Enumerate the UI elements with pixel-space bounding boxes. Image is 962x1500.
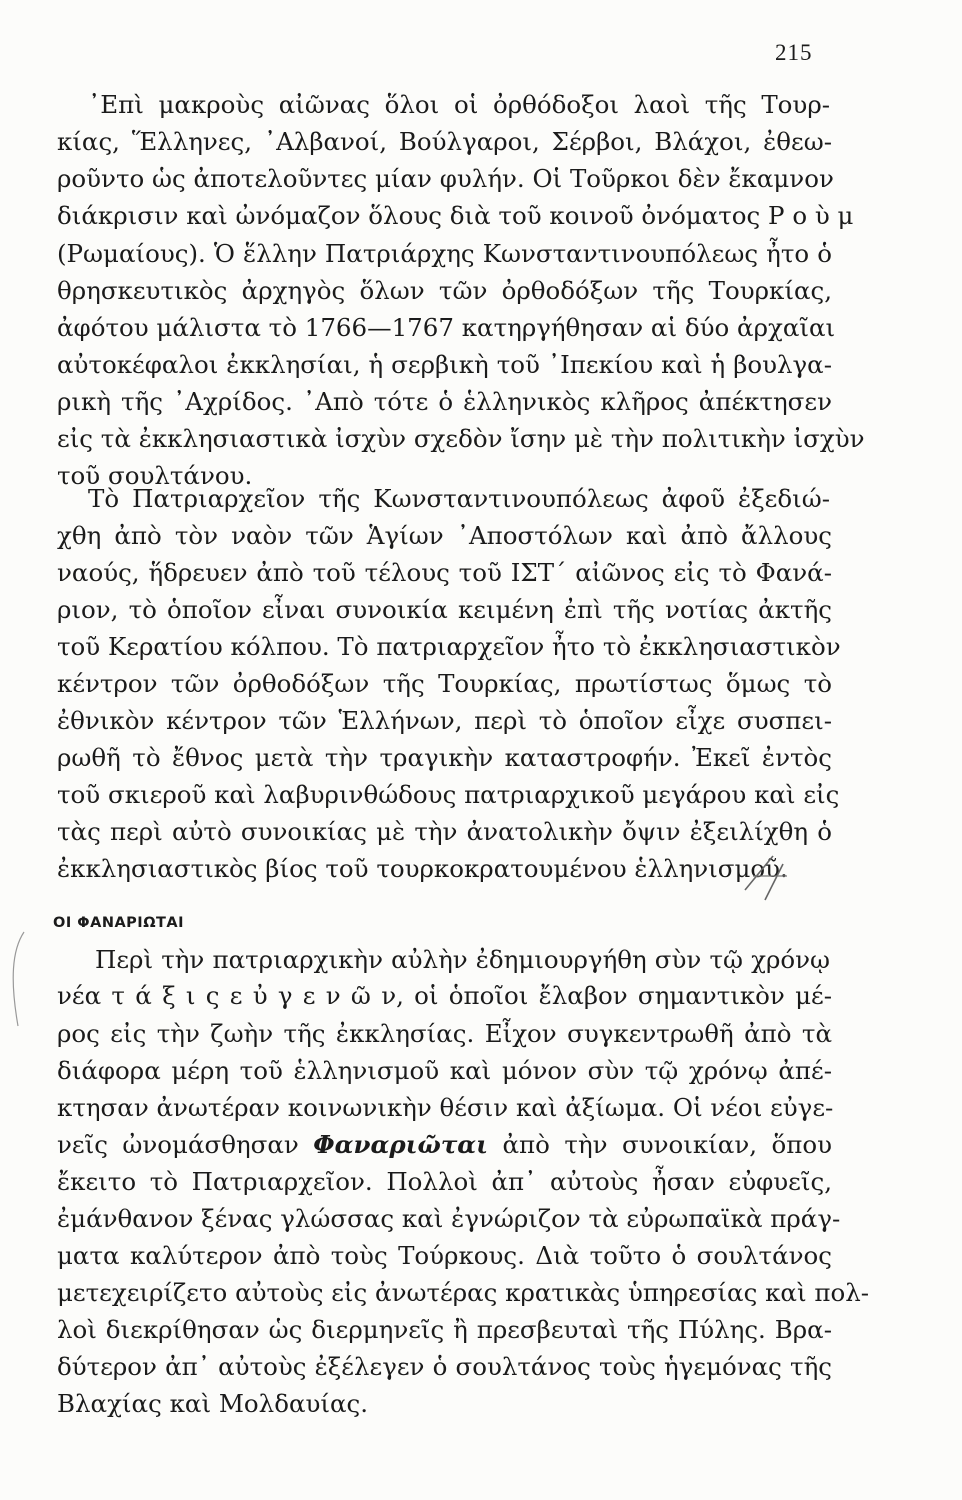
text-line: ἐμάνθανον ξένας γλώσσας καὶ ἐγνώριζον τὰ εὐρωπαϊκὰ πράγ- — [57, 1204, 841, 1233]
text-line: εἰς τὰ ἐκκλησιαστικὰ ἰσχὺν σχεδὸν ἴσην μὲ τὴν πολιτικὴν ἰσχὺν — [57, 424, 865, 453]
margin-pencil-mark — [6, 930, 36, 1030]
text-line: κίας, Ἕλληνες, ᾿Αλβανοί, Βούλγαροι, Σέρβοι, Βλάχοι, ἐθεω- — [57, 127, 832, 156]
text-line: κτησαν ἀνωτέραν κοινωνικὴν θέσιν καὶ ἀξίωμα. Οἱ νέοι εὐγε- — [57, 1093, 834, 1122]
handwritten-mark — [735, 850, 795, 905]
text-line: Περὶ τὴν πατριαρχικὴν αὐλὴν ἐδημιουργήθη σὺν τῷ χρόνῳ — [95, 945, 830, 974]
text-line: (Ρωμαίους). Ὁ ἕλλην Πατριάρχης Κωνσταντινουπόλεως ἦτο ὁ — [57, 239, 832, 268]
text-line: αὐτοκέφαλοι ἐκκλησίαι, ἡ σερβικὴ τοῦ ᾿Ιπεκίου καὶ ἡ βουλγα- — [57, 350, 832, 379]
text-line: ναούς, ἥδρευεν ἀπὸ τοῦ τέλους τοῦ ΙΣΤ΄ αἰῶνος εἰς τὸ Φανά- — [57, 558, 832, 587]
text-line: τοῦ σκιεροῦ καὶ λαβυρινθώδους πατριαρχικοῦ μεγάρου καὶ εἰς — [57, 780, 840, 809]
text-line: ριον, τὸ ὁποῖον εἶναι συνοικία κειμένη ἐπὶ τῆς νοτίας ἀκτῆς — [57, 595, 832, 624]
text-line: ἀφότου μάλιστα τὸ 1766—1767 κατηργήθησαν αἱ δύο ἀρχαῖαι — [57, 313, 836, 342]
text-line: ἐκκλησιαστικὸς βίος τοῦ τουρκοκρατουμένου ἑλληνισμοῦ. — [57, 854, 788, 883]
text-line: νεῖς ὠνομάσθησαν Φαναριῶται ἀπὸ τὴν συνοικίαν, ὅπου — [57, 1130, 832, 1159]
text-line: διάκρισιν καὶ ὠνόμαζον ὅλους διὰ τοῦ κοινοῦ ὀνόματος Ρ ο ὺ μ — [57, 201, 854, 230]
text-line: θρησκευτικὸς ἀρχηγὸς ὅλων τῶν ὀρθοδόξων τῆς Τουρκίας, — [57, 276, 832, 305]
text-line: ροῦντο ὡς ἀποτελοῦντες μίαν φυλήν. Οἱ Τοῦρκοι δὲν ἔκαμνον — [57, 164, 834, 193]
text-line: Βλαχίας καὶ Μολδαυίας. — [57, 1389, 369, 1418]
text-line: ᾿Επὶ μακροὺς αἰῶνας ὅλοι οἱ ὀρθόδοξοι λαοὶ τῆς Τουρ- — [88, 90, 830, 119]
text-line: ρικὴ τῆς ᾿Αχρίδος. ᾿Απὸ τότε ὁ ἑλληνικὸς κλῆρος ἀπέκτησεν — [57, 387, 832, 416]
text-line: ἐθνικὸν κέντρον τῶν Ἑλλήνων, περὶ τὸ ὁποῖον εἶχε συσπει- — [57, 706, 832, 735]
text-line: τοῦ Κερατίου κόλπου. Τὸ πατριαρχεῖον ἦτο τὸ ἐκκλησιαστικὸν — [57, 632, 841, 661]
text-line: νέα τ ά ξ ι ς ε ὐ γ ε ν ῶ ν, οἱ ὁποῖοι ἔλαβον σημαντικὸν μέ- — [57, 981, 832, 1010]
text-line: διάφορα μέρη τοῦ ἑλληνισμοῦ καὶ μόνον σὺν τῷ χρόνῳ ἀπέ- — [57, 1056, 832, 1085]
text-line: τοῦ σουλτάνου. — [57, 461, 253, 490]
text-line: λοὶ διεκρίθησαν ὡς διερμηνεῖς ἢ πρεσβευταὶ τῆς Πύλης. Βρα- — [57, 1315, 832, 1344]
text-line: μετεχειρίζετο αὐτοὺς εἰς ἀνωτέρας κρατικὰς ὑπηρεσίας καὶ πολ- — [57, 1278, 870, 1307]
text-line: κέντρον τῶν ὀρθοδόξων τῆς Τουρκίας, πρωτίστως ὅμως τὸ — [57, 669, 832, 698]
text-line: ρωθῆ τὸ ἔθνος μετὰ τὴν τραγικὴν καταστροφήν. Ἐκεῖ ἐντὸς — [57, 743, 832, 772]
text-line: ἔκειτο τὸ Πατριαρχεῖον. Πολλοὶ ἀπ᾿ αὐτοὺς ἦσαν εὐφυεῖς, — [57, 1167, 832, 1196]
page-number: 215 — [775, 40, 813, 65]
text-line: τὰς περὶ αὐτὸ συνοικίας μὲ τὴν ἀνατολικὴν ὄψιν ἐξειλίχθη ὁ — [57, 817, 832, 846]
text-line: ρος εἰς τὴν ζωὴν τῆς ἐκκλησίας. Εἶχον συγκεντρωθῆ ἀπὸ τὰ — [57, 1019, 832, 1048]
emphasized-term: Φαναριῶται — [313, 1130, 489, 1159]
text-line: χθη ἀπὸ τὸν ναὸν τῶν Ἁγίων ᾿Αποστόλων καὶ ἀπὸ ἄλλους — [57, 521, 832, 550]
text-line: ματα καλύτερον ἀπὸ τοὺς Τούρκους. Διὰ τοῦτο ὁ σουλτάνος — [57, 1241, 832, 1270]
text-line: Τὸ Πατριαρχεῖον τῆς Κωνσταντινουπόλεως ἀφοῦ ἐξεδιώ- — [88, 484, 830, 513]
section-heading: ΟΙ ΦΑΝΑΡΙΩΤΑΙ — [53, 915, 185, 931]
text-line: δύτερον ἀπ᾿ αὐτοὺς ἐξέλεγεν ὁ σουλτάνος τοὺς ἡγεμόνας τῆς — [57, 1352, 832, 1381]
